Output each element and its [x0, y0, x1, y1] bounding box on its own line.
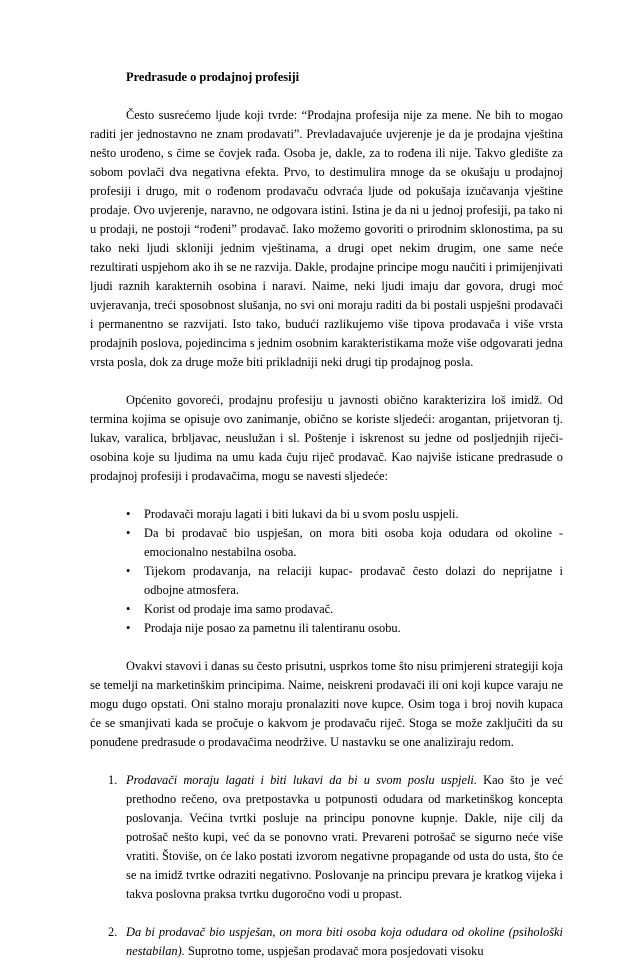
bullet-icon: • [126, 564, 131, 578]
bullet-icon: • [126, 621, 131, 635]
document-title: Predrasude o prodajnoj profesiji [126, 70, 300, 84]
list-item-text: Prodavači moraju lagati i biti lukavi da bi u svom poslu uspjeli. [144, 507, 459, 521]
numbered-item [108, 771, 563, 904]
item-number: 1. [108, 773, 118, 787]
bullet-icon: • [126, 507, 131, 521]
list-item [126, 505, 563, 524]
intro-paragraph: Često susrećemo ljude koji tvrde: “Prodajna profesija nije za mene. Ne bih to mogao raditi jer jednostavno ne znam prodavati”. Prevladavajuće uvjerenje je da je prodajna vještina nešto urođeno, s čime se čovjek rađa. Osoba je, dakle, za to rođena ili nije. Takvo gledište za sobom povlači dva negativna efekta. Prvo, to destimulira mnoge da se okušaju u prodajnoj profesiji i drugo, mit o rođenom prodavaču odvraća ljude od pokušaja izučavanja vještine prodaje. Ovo uvjerenje, naravno, ne odgovara istini. Istina je da ni u jednoj profesiji, pa tako ni u prodaji, ne postoji “rođeni” prodavač. Iako možemo govoriti o prirodnim sklonostima, pa su tako neki ljudi skloniji jednim vještinama, a drugi opet nekim drugim, one same neće rezultirati uspjehom ako ih se ne razvija. Dakle, prodajne principe mogu naučiti i primijenjivati ljudi raznih karakternih osobina i naravi. Naime, neki ljudi imaju dar govora, drugi moć uvjeravanja, treći sposobnost slušanja, no svi oni moraju raditi da bi postali uspješni prodavači i permanentno se razvijati. Isto tako, budući razlikujemo više tipova prodavača i više vrsta prodajnih poslova, pojedincima s jednim osobnim karakteristikama može više odgovarati jedna vrsta posla, dok za druge može biti prikladniji neki drugi tip prodajnog posla. [90, 108, 563, 369]
list-item-text: Korist od prodaje ima samo prodavač. [144, 602, 334, 616]
bullet-icon: • [126, 526, 131, 540]
numbered-item [108, 923, 563, 961]
image-paragraph: Općenito govoreći, prodajnu profesiju u javnosti obično karakterizira loš imidž. Od termina kojima se opisuje ovo zanimanje, obično se koriste sljedeći: arogantan, prijetvoran tj. lukav, varalica, brbljavac, neuslužan i sl. Poštenje i iskrenost su jedne od posljednjih riječi-osobina koje su ljudima na umu kada čuju riječ prodavač. Kao najviše isticane predrasude o prodajnoj profesiji i prodavačima, mogu se navesti sljedeće: [90, 393, 563, 483]
prejudice-list [90, 505, 563, 638]
list-item [126, 600, 563, 619]
bullet-icon: • [126, 602, 131, 616]
item-body: Kao što je već prethodno rečeno, ova pretpostavka u potpunosti odudara od marketinškog koncepta poslovanja. Većina tvrtki posluje na principu ponovne kupnje. Dakle, nije cilj da potrošač nešto kupi, već da se ponovno vrati. Prevareni potrošač se sigurno neće više vratiti. Štoviše, on će lako postati izvorom negativne propagande od usta do usta, što će se na imidž tvrtke odraziti negativno. Poslovanje na principu prevara je kratkog vijeka i takva poslovna praksa tvrtku dugoročno vodi u propast. [126, 773, 563, 901]
conclusion-paragraph: Ovakvi stavovi i danas su često prisutni, usprkos tome što nisu primjereni strategiji koja se temelji na marketinškim principima. Naime, neiskreni prodavači ili oni koji kupce varaju ne mogu dugo opstati. Oni stalno moraju pronalaziti nove kupce. Osim toga i broj novih kupaca će se smanjivati kada se pročuje o kakvom je prodavaču riječ. Stoga se može zaključiti da su ponuđene predrasude o prodavačima neodržive. U nastavku se one analiziraju redom. [90, 659, 563, 749]
list-item-text: Tijekom prodavanja, na relaciji kupac- prodavač često dolazi do neprijatne i odbojne atmosfera. [144, 564, 563, 597]
analysis-list [90, 771, 563, 961]
item-heading: Prodavači moraju lagati i biti lukavi da bi u svom poslu uspjeli. [126, 773, 477, 787]
list-item [126, 524, 563, 562]
item-number: 2. [108, 925, 118, 939]
item-body: Suprotno tome, uspješan prodavač mora posjedovati visoku [184, 944, 484, 958]
list-item-text: Da bi prodavač bio uspješan, on mora biti osoba koja odudara od okoline - emocionalno nestabilna osoba. [144, 526, 563, 559]
list-item [126, 619, 563, 638]
list-item [126, 562, 563, 600]
item-heading: Da bi prodavač bio uspješan, on mora biti osoba koja odudara od okoline (psihološki nestabilan). [126, 925, 563, 958]
list-item-text: Prodaja nije posao za pametnu ili talentiranu osobu. [144, 621, 401, 635]
document-page [90, 68, 563, 980]
